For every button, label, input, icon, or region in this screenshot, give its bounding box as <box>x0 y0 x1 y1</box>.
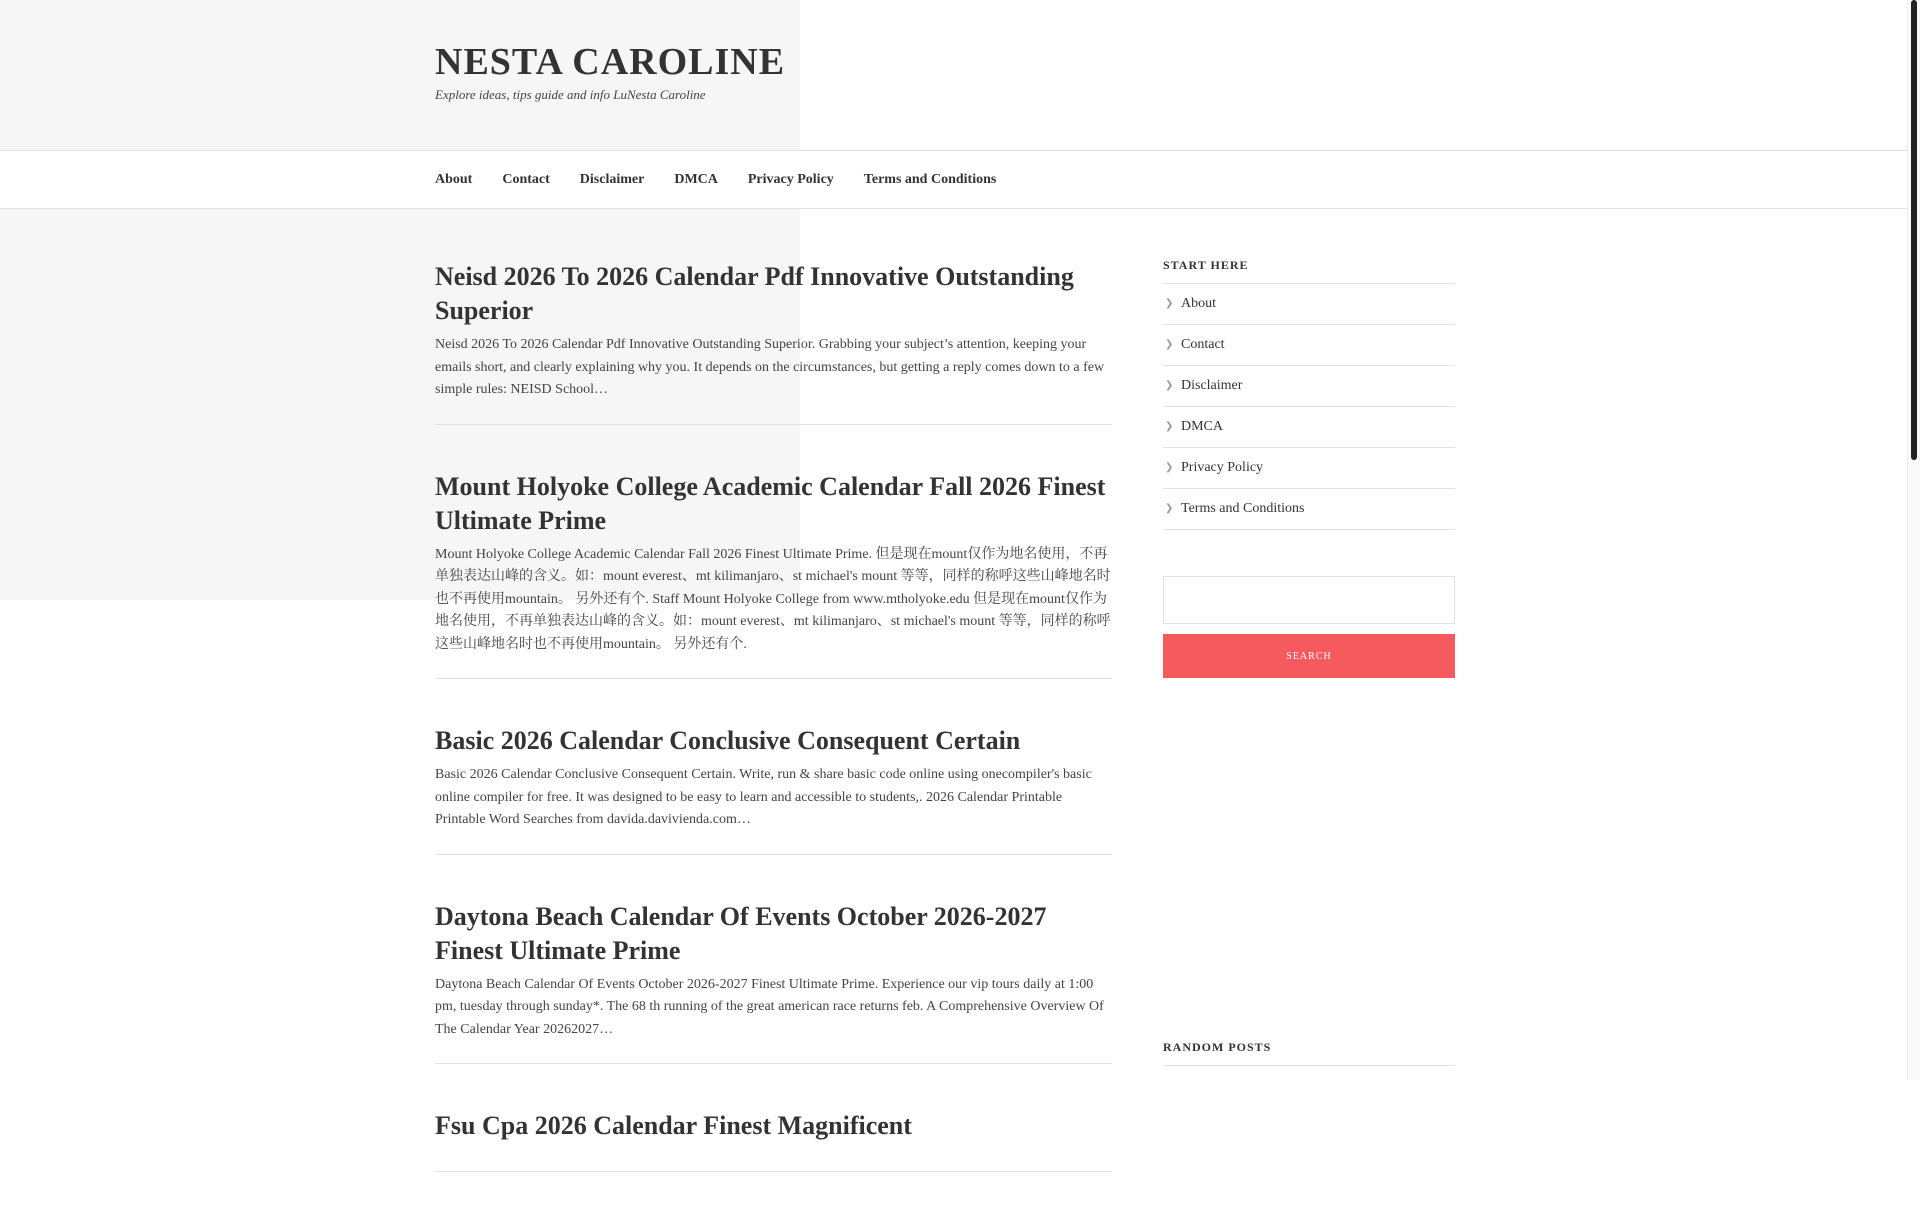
post-item <box>435 900 1112 1065</box>
page-scrollbar[interactable] <box>1907 0 1920 1080</box>
main-navigation <box>0 151 1920 209</box>
sidebar-item-label: Disclaimer <box>1181 378 1243 393</box>
search-input[interactable] <box>1163 576 1455 624</box>
chevron-right-icon: ❯ <box>1165 462 1174 473</box>
post-excerpt: Basic 2026 Calendar Conclusive Consequent Certain. Write, run & share basic code online using onecompiler's basic online compiler for free. It was designed to be easy to learn and accessible to students,. 2026 Calendar Printable Printable Word Searches from davida.davivienda.com… <box>435 767 1092 827</box>
post-title-link[interactable]: Mount Holyoke College Academic Calendar Fall 2026 Finest Ultimate Prime <box>435 471 1106 535</box>
sidebar-item-contact[interactable] <box>1163 325 1455 366</box>
sidebar-item-about[interactable] <box>1163 284 1455 325</box>
post-title-link[interactable]: Fsu Cpa 2026 Calendar Finest Magnificent <box>435 1111 912 1140</box>
sidebar-item-dmca[interactable] <box>1163 407 1455 448</box>
sidebar-item-privacy-policy[interactable] <box>1163 448 1455 489</box>
search-button[interactable]: SEARCH <box>1163 634 1455 678</box>
post-item <box>435 1109 1112 1172</box>
chevron-right-icon: ❯ <box>1165 380 1174 391</box>
chevron-right-icon: ❯ <box>1165 339 1174 350</box>
chevron-right-icon: ❯ <box>1165 298 1174 309</box>
post-excerpt: Daytona Beach Calendar Of Events October 2026-2027 Finest Ultimate Prime. Experience our vip tours daily at 1:00 pm, tuesday through sunday*. The 68 th running of the great american race returns feb. A Comprehensive Overview Of The Calendar Year 20262027… <box>435 976 1104 1037</box>
nav-item-terms-and-conditions[interactable]: Terms and Conditions <box>863 171 997 187</box>
sidebar-item-disclaimer[interactable] <box>1163 366 1455 407</box>
nav-list <box>435 151 1026 208</box>
post-excerpt: Mount Holyoke College Academic Calendar Fall 2026 Finest Ultimate Prime. 但是现在mount仅作为地名使用，不再单独表达山峰的含义。如：mount everest、mt kilimanjaro、st michael's mount 等等，同样的称呼这些山峰地名时也不再使用mountain。 另外还有个. Staff Mount Holyoke College from www.mtholyoke.edu 但是现在mount仅作为地名使用，不再单独表达山峰的含义。如：mount everest、mt kilimanjaro、st michael's mount 等等，同样的称呼这些山峰地名时也不再使用mountain。 另外还有个. <box>435 546 1111 652</box>
sidebar-item-label: Privacy Policy <box>1181 460 1264 475</box>
sidebar-item-label: Contact <box>1181 337 1225 352</box>
chevron-right-icon: ❯ <box>1165 503 1174 514</box>
site-title[interactable]: NESTA CAROLINE <box>435 41 786 83</box>
nav-item-dmca[interactable]: DMCA <box>674 171 718 187</box>
sidebar-item-terms-and-conditions[interactable] <box>1163 489 1455 530</box>
site-header <box>0 0 1920 151</box>
sidebar-item-label: About <box>1181 296 1216 311</box>
sidebar-item-label: DMCA <box>1181 419 1224 434</box>
post-item <box>435 260 1112 425</box>
post-item <box>435 724 1112 855</box>
nav-item-privacy-policy[interactable]: Privacy Policy <box>747 171 834 187</box>
post-list <box>435 260 1112 1217</box>
start-here-title: START HERE <box>1163 258 1455 284</box>
nav-item-contact[interactable]: Contact <box>502 171 550 187</box>
sidebar <box>1163 258 1455 678</box>
start-here-list <box>1163 284 1455 530</box>
post-item <box>435 470 1112 680</box>
sidebar-item-label: Terms and Conditions <box>1181 501 1305 516</box>
site-description: Explore ideas, tips guide and info LuNesta Caroline <box>435 87 706 102</box>
post-title-link[interactable]: Daytona Beach Calendar Of Events October 2026-2027 Finest Ultimate Prime <box>435 901 1047 965</box>
post-title-link[interactable]: Basic 2026 Calendar Conclusive Consequent Certain <box>435 726 1021 755</box>
nav-item-disclaimer[interactable]: Disclaimer <box>579 171 645 187</box>
post-excerpt: Neisd 2026 To 2026 Calendar Pdf Innovative Outstanding Superior. Grabbing your subject’s attention, keeping your emails short, and clearly explaining why you. It depends on the circumstances, but getting a reply comes down to a few simple rules: NEISD School… <box>435 337 1105 397</box>
chevron-right-icon: ❯ <box>1165 421 1174 432</box>
post-title-link[interactable]: Neisd 2026 To 2026 Calendar Pdf Innovative Outstanding Superior <box>435 262 1074 325</box>
nav-item-about[interactable]: About <box>435 171 473 187</box>
random-posts-title: RANDOM POSTS <box>1163 1040 1455 1066</box>
scrollbar-thumb[interactable] <box>1911 0 1917 460</box>
